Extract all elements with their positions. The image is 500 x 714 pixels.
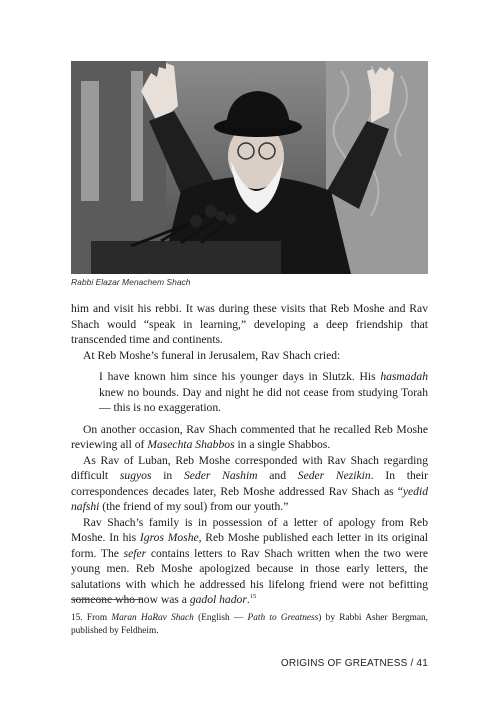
photo-caption: Rabbi Elazar Menachem Shach <box>71 277 191 287</box>
footnote-divider <box>71 599 143 600</box>
running-footer: ORIGINS OF GREATNESS / 41 <box>280 658 428 669</box>
photo-illustration <box>71 61 428 274</box>
paragraph-1: him and visit his rebbi. It was during these visits that Reb Moshe and Rav Shach would “speak in learning,” developing a deep friendship that transcended time and continents. <box>71 302 428 346</box>
block-quote: I have known him since his younger days in Slutzk. His hasmadah knew no bounds. Day and night he did not cease from studying Torah — this is no exaggeration. <box>99 370 428 414</box>
footnote-ref: 15 <box>249 593 257 601</box>
paragraph-2: At Reb Moshe’s funeral in Jerusalem, Rav Shach cried: <box>83 348 341 362</box>
body-text <box>71 301 428 608</box>
paragraph-4: As Rav of Luban, Reb Moshe corresponded with Rav Shach regarding difficult sugyos in Seder Nashim and Seder Nezikin. In their correspondences decades later, Reb Moshe addressed Rav Shach as “yedid nafshi (the friend of my soul) from our youth.” <box>71 453 428 513</box>
footnote: 15. From Maran HaRav Shach (English — Path to Greatness) by Rabbi Asher Bergman, published by Feldheim. <box>71 613 429 636</box>
paragraph-3: On another occasion, Rav Shach commented that he recalled Reb Moshe reviewing all of Masechta Shabbos in a single Shabbos. <box>71 422 428 451</box>
photo-rabbi-shach <box>71 61 428 274</box>
paragraph-5: Rav Shach’s family is in possession of a letter of apology from Reb Moshe. In his Igros Moshe, Reb Moshe published each letter in its original form. The sefer contains letters to Rav Shach written when the two were young men. Reb Moshe apologized because in those early letters, the salutations with which he addressed his lifelong friend were not befitting someone who now was a gadol hador.$^{15}$ <box>71 515 428 606</box>
